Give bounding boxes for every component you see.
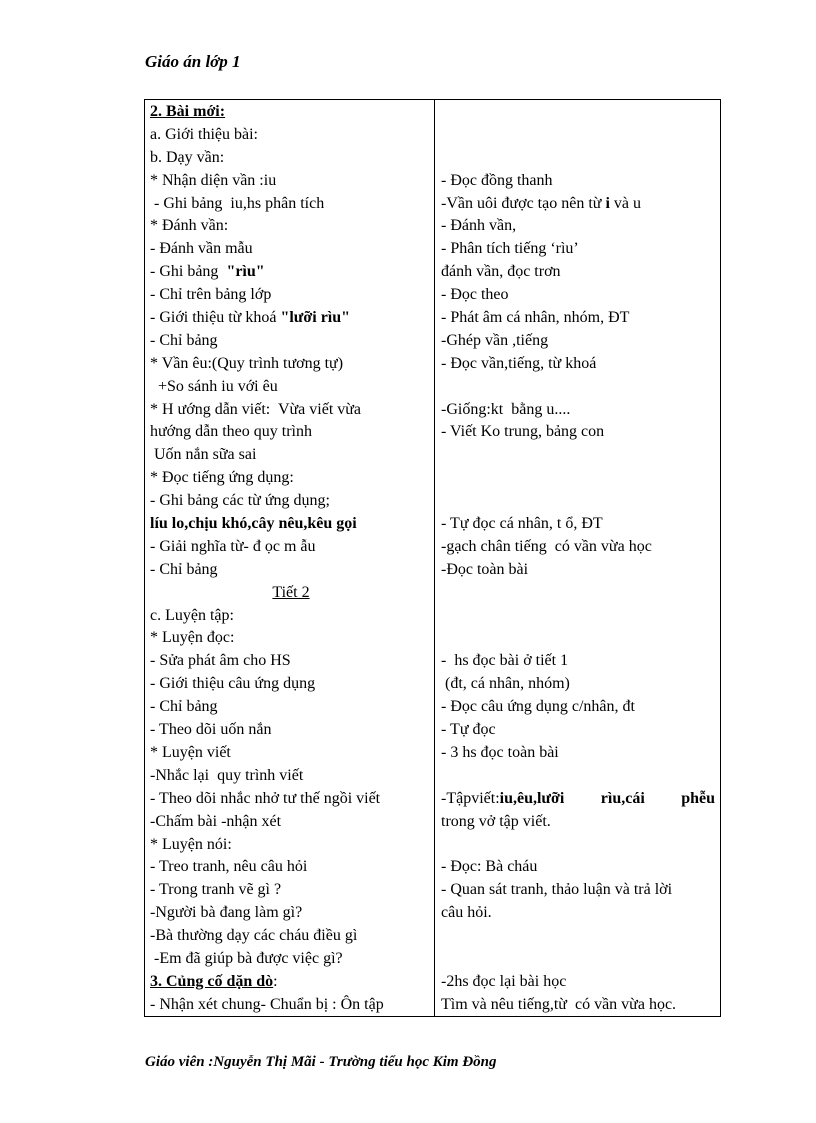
teacher-text-segment: 3. Củng cố dặn dò [150, 972, 274, 990]
teacher-line: líu lo,chịu khó,cây nêu,kêu gọi [150, 515, 357, 533]
student-line [441, 444, 715, 467]
teacher-line: * Đọc tiếng ứng dụng: [150, 469, 294, 487]
student-line: - Phân tích tiếng ‘rìu’ [441, 240, 579, 258]
teacher-line: a. Giới thiệu bài: [150, 125, 258, 143]
student-line: -gạch chân tiếng có vần vừa học [441, 537, 652, 555]
teacher-text-segment: "rìu" [226, 263, 265, 281]
teacher-line: * Luyện nói: [150, 835, 232, 853]
teacher-line: c. Luyện tập: [150, 606, 234, 624]
teacher-line: - Giải nghĩa từ- đ ọc m ẫu [150, 537, 316, 555]
student-line: - Đọc vần,tiếng, từ khoá [441, 354, 597, 372]
student-line: -Ghép vần ,tiếng [441, 331, 549, 349]
teacher-line: - Ghi bảng iu,hs phân tích [150, 194, 325, 212]
student-line [441, 834, 715, 857]
teacher-line: +So sánh iu với êu [150, 377, 278, 395]
teacher-line: -Nhắc lại quy trình viết [150, 766, 304, 784]
teacher-line: - Chỉ bảng [150, 560, 218, 578]
teacher-line: 2. Bài mới: [150, 103, 226, 120]
student-line: - Viết Ko trung, bảng con [441, 423, 605, 441]
teacher-line: - Chỉ bảng [150, 698, 218, 716]
student-line [441, 948, 715, 971]
student-line [441, 467, 715, 490]
teacher-text-segment: "lưỡi rìu" [280, 309, 351, 327]
student-activities-column [441, 101, 715, 1017]
student-text-segment: iu,êu,lưỡi rìu,cái phễu [499, 789, 715, 807]
student-line: - Đọc theo [441, 286, 509, 304]
teacher-line: - Chỉ trên bảng lớp [150, 286, 272, 304]
teacher-line: Tiết 2 [272, 583, 310, 601]
student-line [441, 124, 715, 147]
student-line: - Tự đọc cá nhân, t ổ, ĐT [441, 515, 603, 533]
teacher-line: hướng dẫn theo quy trình [150, 423, 312, 441]
teacher-line: - Nhận xét chung- Chuẩn bị : Ôn tập [150, 995, 384, 1013]
teacher-line: -Bà thường dạy các cháu điều gì [150, 927, 358, 945]
student-line: -2hs đọc lại bài học [441, 972, 567, 990]
teacher-line: - Giới thiệu câu ứng dụng [150, 675, 316, 693]
page-footer: Giáo viên :Nguyễn Thị Mãi - Trường tiểu học Kim Đồng [145, 1054, 497, 1070]
teacher-text-segment: - Ghi bảng [150, 263, 227, 281]
student-line: - Tự đọc [441, 721, 496, 739]
teacher-line: - Ghi bảng các từ ứng dụng; [150, 492, 330, 510]
teacher-line: - Theo dõi nhắc nhở tư thế ngồi viết [150, 789, 381, 807]
student-line: Tìm và nêu tiếng,từ có vần vừa học. [441, 995, 677, 1013]
student-line: - Đọc câu ứng dụng c/nhân, đt [441, 698, 635, 716]
student-line: trong vở tập viết. [441, 812, 551, 830]
student-line: -Đọc toàn bài [441, 560, 529, 578]
student-line: - hs đọc bài ở tiết 1 [441, 652, 569, 670]
student-line [441, 193, 715, 216]
teacher-line: * H ướng dẫn viết: Vừa viết vừa [150, 400, 362, 418]
student-line: - Phát âm cá nhân, nhóm, ĐT [441, 309, 630, 327]
teacher-line: - Chỉ bảng [150, 331, 218, 349]
teacher-line: * Đánh vần: [150, 217, 229, 235]
student-line: - 3 hs đọc toàn bài [441, 743, 559, 761]
student-line [441, 925, 715, 948]
student-line: câu hỏi. [441, 904, 492, 922]
teacher-line: -Chấm bài -nhận xét [150, 812, 282, 830]
teacher-line: - Treo tranh, nêu câu hỏi [150, 858, 308, 876]
student-line [441, 605, 715, 628]
student-line [441, 788, 715, 811]
student-line [441, 376, 715, 399]
lesson-plan-table [144, 99, 721, 1017]
student-line: đánh vần, đọc trơn [441, 263, 561, 281]
teacher-text-segment: - Giới thiệu từ khoá [150, 309, 281, 327]
teacher-line: b. Dạy vần: [150, 148, 225, 166]
student-line [441, 765, 715, 788]
student-line: - Đọc: Bà cháu [441, 858, 538, 876]
student-text-segment: -Vần uôi được tạo nên từ [441, 194, 606, 212]
student-text-segment: i [605, 194, 610, 212]
teacher-line: * Nhận diện vần :iu [150, 171, 277, 189]
teacher-line: - Trong tranh vẽ gì ? [150, 881, 282, 899]
student-line: - Đánh vần, [441, 217, 517, 235]
student-line [441, 582, 715, 605]
teacher-line: - Đánh vần mẫu [150, 240, 253, 258]
student-line: - Đọc đồng thanh [441, 171, 553, 189]
teacher-text-segment: : [273, 972, 278, 990]
student-line [441, 147, 715, 170]
teacher-line [150, 261, 432, 284]
student-line: - Quan sát tranh, thảo luận và trả lời [441, 881, 673, 899]
teacher-line: - Sửa phát âm cho HS [150, 652, 291, 670]
teacher-line: * Luyện viết [150, 743, 231, 761]
student-line [441, 490, 715, 513]
student-line [441, 101, 715, 124]
student-line [441, 627, 715, 650]
student-text-segment: và u [609, 194, 641, 212]
page-header: Giáo án lớp 1 [145, 52, 241, 71]
teacher-line: -Em đã giúp bà được việc gì? [150, 949, 343, 967]
teacher-line [150, 971, 432, 994]
student-line: (đt, cá nhân, nhóm) [441, 675, 570, 693]
teacher-line: * Vần êu:(Quy trình tương tự) [150, 354, 344, 372]
teacher-activities-column [150, 101, 432, 1017]
student-text-segment: -Tậpviết: [441, 789, 500, 807]
teacher-line: * Luyện đọc: [150, 629, 235, 647]
student-line: -Giống:kt bằng u.... [441, 400, 571, 418]
column-divider [434, 100, 435, 1016]
teacher-line: Uốn nắn sữa sai [150, 446, 257, 464]
teacher-line: -Người bà đang làm gì? [150, 904, 303, 922]
teacher-line [150, 307, 432, 330]
teacher-line: - Theo dõi uốn nắn [150, 721, 272, 739]
